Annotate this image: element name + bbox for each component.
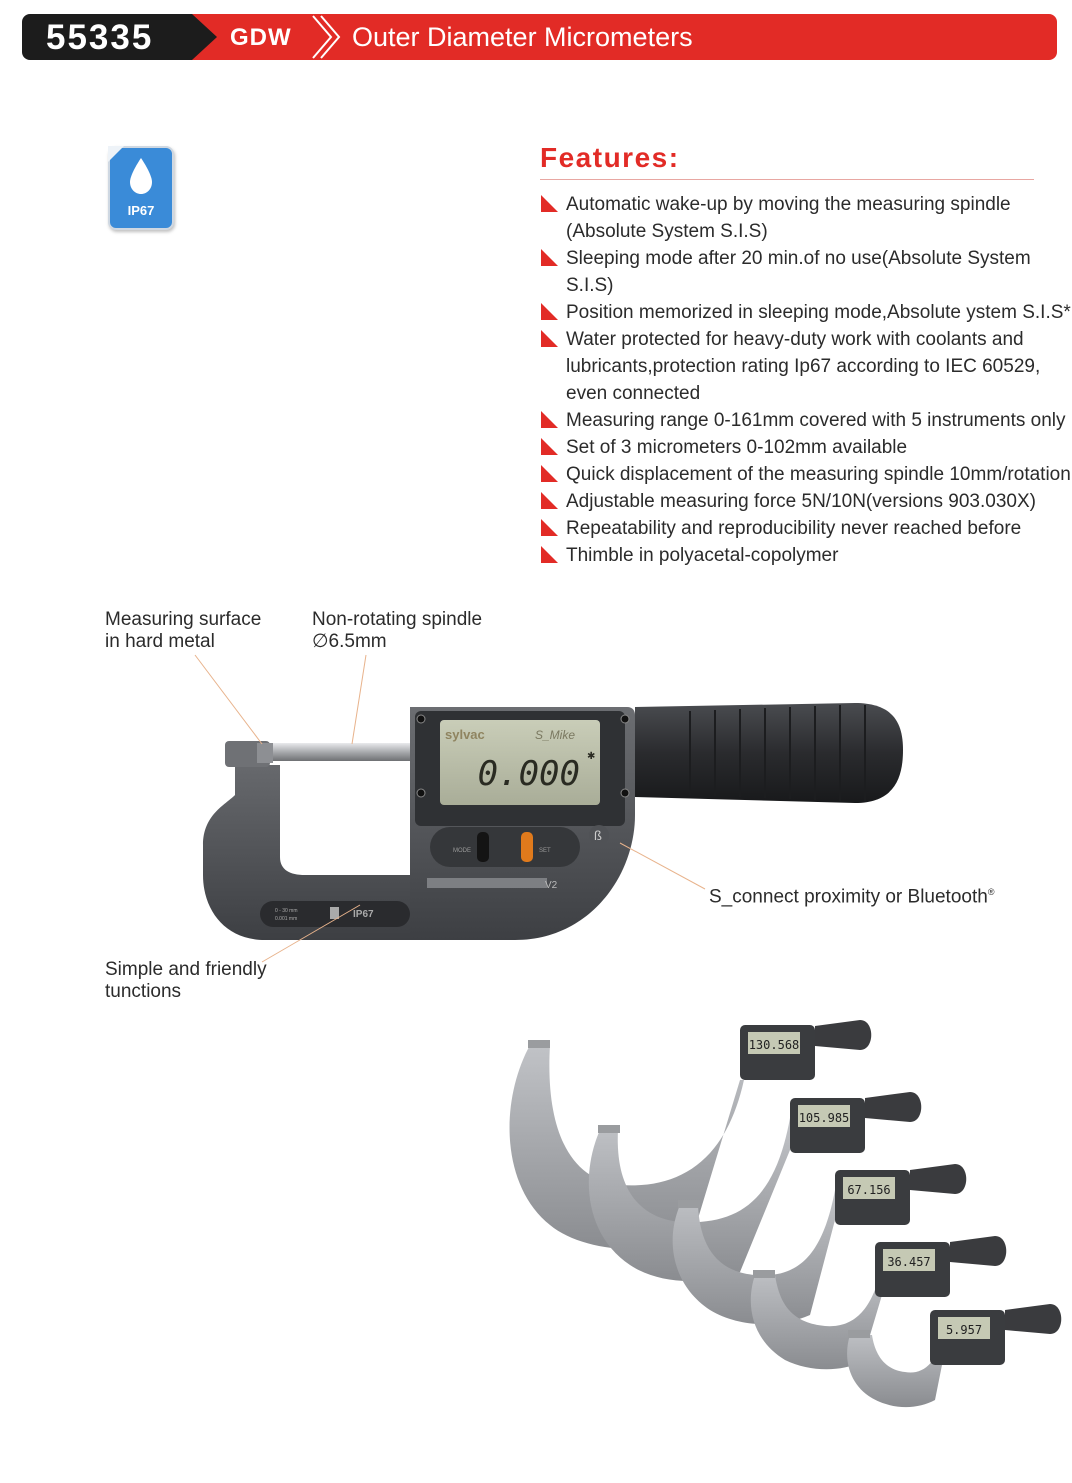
feature-text: Thimble in polyacetal-copolymer [566, 545, 839, 566]
callout-line: S_connect proximity or Bluetooth [709, 886, 988, 908]
bluetooth-indicator-icon: ✱ [587, 751, 596, 762]
feature-text: Water protected for heavy-duty work with coolants and lubricants,protection rating Ip67 according to IEC 60529, even connected [566, 329, 1041, 404]
ip67-badge [108, 146, 172, 228]
set-display: 105.985 [798, 1111, 850, 1125]
features-list [541, 191, 1071, 569]
feature-item [541, 299, 1071, 326]
device-brand: sylvac [445, 727, 485, 742]
bluetooth-symbol: ß [594, 828, 602, 843]
bullet-triangle-icon [541, 465, 558, 482]
bullet-triangle-icon [541, 492, 558, 509]
set-display: 67.156 [847, 1183, 891, 1197]
resolution-label: 0.001 mm [275, 916, 298, 922]
badge-label: IP67 [127, 203, 155, 218]
badge-page-fold [108, 146, 124, 162]
range-label: 0 - 30 mm [275, 908, 298, 914]
callout-spindle [312, 609, 482, 653]
callout-line: tunctions [105, 981, 182, 1002]
feature-item [541, 326, 1071, 407]
product-code: 55335 [46, 18, 154, 57]
bullet-triangle-icon [541, 438, 558, 455]
set-display: 36.457 [887, 1255, 931, 1269]
device-rating: IP67 [353, 909, 374, 920]
features-heading: Features: [540, 142, 680, 173]
set-display: 130.568 [748, 1038, 800, 1052]
feature-item [541, 542, 1071, 569]
callout-functions [105, 959, 267, 1003]
thimble [635, 703, 903, 803]
feature-text: Sleeping mode after 20 min.of no use(Absolute System S.I.S) [566, 248, 1031, 296]
version-label: V2 [545, 880, 558, 891]
set-display: 5.957 [945, 1323, 983, 1337]
set-label: SET [539, 848, 551, 854]
chevron-separator-icon [307, 14, 347, 60]
bullet-triangle-icon [541, 303, 558, 320]
bullet-triangle-icon [541, 546, 558, 563]
mode-button [477, 832, 489, 862]
micrometer-set-image [490, 1010, 1070, 1420]
feature-text: Automatic wake-up by moving the measuring spindle (Absolute System S.I.S) [566, 194, 1011, 242]
header-banner [22, 14, 1057, 60]
device-reading: 0.000 [477, 754, 580, 794]
registered-mark: ® [987, 887, 995, 897]
feature-item [541, 488, 1071, 515]
micrometer-image [195, 695, 915, 945]
bullet-triangle-icon [541, 411, 558, 428]
bullet-triangle-icon [541, 330, 558, 347]
feature-item [541, 461, 1071, 488]
feature-item [541, 191, 1071, 245]
feature-text: Repeatability and reproducibility never reached before [566, 518, 1022, 539]
device-model: S_Mike [535, 728, 576, 742]
set-button [521, 832, 533, 862]
bullet-triangle-icon [541, 249, 558, 266]
feature-text: Measuring range 0-161mm covered with 5 instruments only [566, 410, 1066, 431]
feature-text: Adjustable measuring force 5N/10N(versions 903.030X) [566, 491, 1036, 512]
brand-label: GDW [230, 24, 292, 51]
callout-measuring-surface [105, 609, 261, 653]
bullet-triangle-icon [541, 195, 558, 212]
feature-item [541, 245, 1071, 299]
feature-item [541, 515, 1071, 542]
page-title: Outer Diameter Micrometers [352, 22, 693, 52]
mode-label: MODE [453, 848, 471, 854]
feature-item [541, 434, 1071, 461]
feature-text: Position memorized in sleeping mode,Absolute ystem S.I.S* [566, 302, 1071, 323]
feature-text: Set of 3 micrometers 0-102mm available [566, 437, 908, 458]
callout-line: Simple and friendly [105, 959, 267, 980]
water-drop-icon [127, 156, 155, 196]
bullet-triangle-icon [541, 519, 558, 536]
spindle [273, 743, 413, 761]
features-divider [540, 179, 1034, 180]
feature-text: Quick displacement of the measuring spindle 10mm/rotation [566, 464, 1071, 485]
micrometer-size-5 [847, 1304, 1061, 1407]
callout-line: Measuring surface [105, 609, 262, 630]
callout-line: Non-rotating spindle [312, 609, 483, 630]
callout-line: in hard metal [105, 631, 215, 652]
feature-item [541, 407, 1071, 434]
callout-line: ∅6.5mm [312, 631, 387, 652]
